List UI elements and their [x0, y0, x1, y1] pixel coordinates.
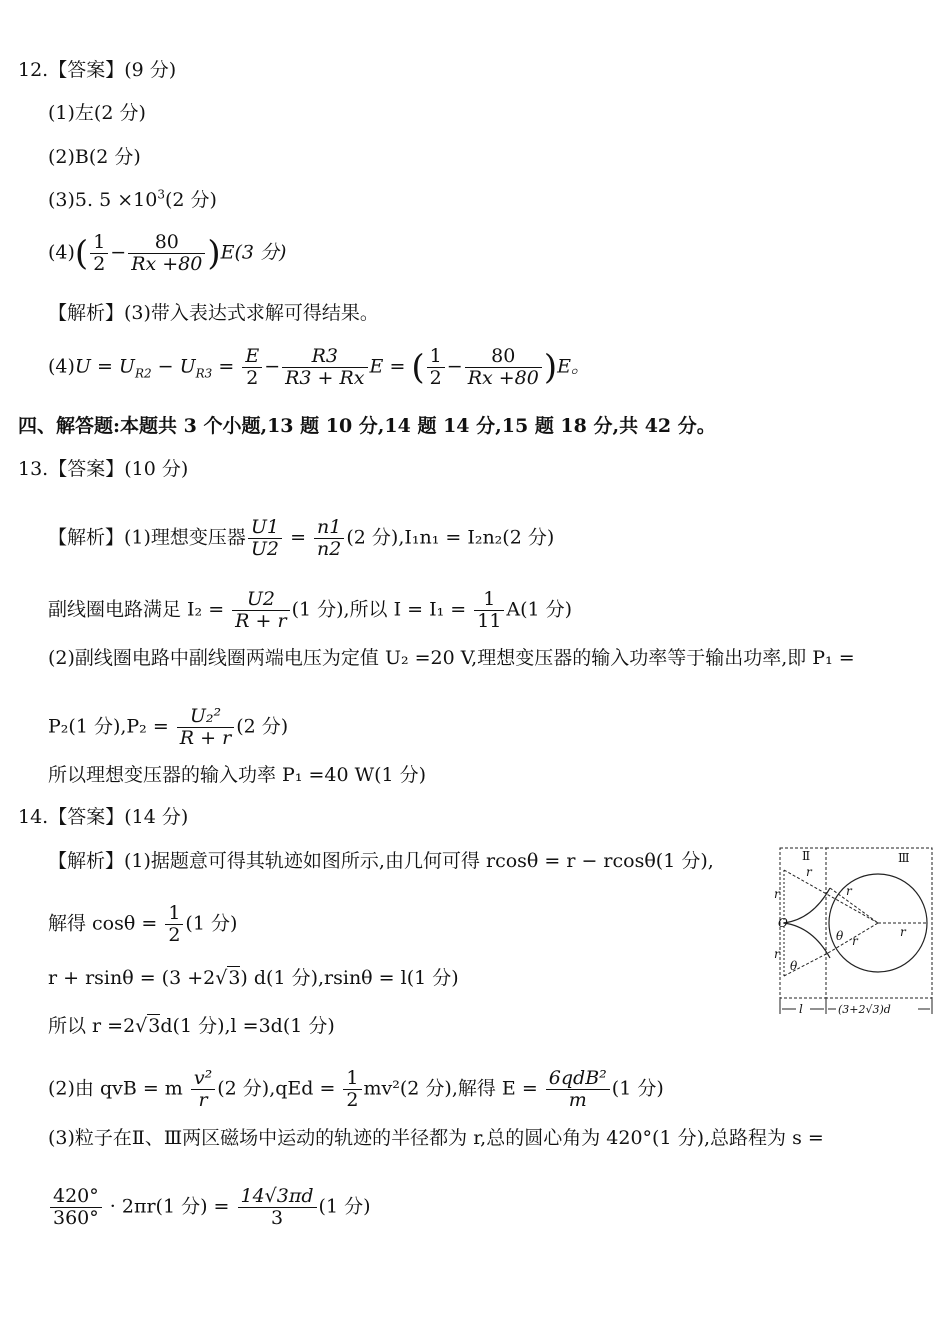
- r-label-1: r: [774, 887, 780, 901]
- q14-line-4: 所以 r =2√3d(1 分),l =3d(1 分): [48, 1015, 335, 1037]
- section-4-heading: 四、解答题:本题共 3 个小题,13 题 10 分,14 题 14 分,15 题 18 分,共 42 分。: [18, 415, 716, 437]
- q14-line-3: r + rsinθ = (3 +2√3) d(1 分),rsinθ = l(1 分): [48, 967, 459, 989]
- q14-line-5: (2)由 qvB = m $\frac{\text{v²}}{r}$ (2 分),qEd = $\frac{1}{2}$ mv²(2 分),解得 E = 6qdB² m (1 分): [48, 1067, 664, 1111]
- region-2-label: Ⅱ: [802, 849, 811, 863]
- q12-answer-1: (1)左(2 分): [48, 102, 146, 124]
- q12-answer-4: (4)( $\frac{1}{2}$ − $\frac{80}{Rx +80}$ )E(3 分): [48, 231, 287, 275]
- region-3-label: Ⅲ: [898, 851, 910, 865]
- q13-line-5: 所以理想变压器的输入功率 P₁ =40 W(1 分): [48, 764, 427, 786]
- q14-line-1: 【解析】(1)据题意可得其轨迹如图所示,由几何可得 rcosθ = r − rcosθ(1 分),: [48, 850, 714, 872]
- r-label-6: r: [774, 947, 780, 961]
- q14-line-6: (3)粒子在Ⅱ、Ⅲ两区磁场中运动的轨迹的半径都为 r,总的圆心角为 420°(1 分),总路程为 s =: [48, 1127, 824, 1149]
- q13-line-1: 【解析】(1)理想变压器 $\frac{U1}{U2}$ = $\frac{n1}{n2}$ (2 分),I₁n₁ = I₂n₂(2 分): [48, 516, 555, 560]
- q13-line-2: 副线圈电路满足 I₂ = $\frac{U2}{R + r}$ (1 分),所以 I = I₁ = $\frac{1}{11}$ A(1 分): [48, 588, 573, 632]
- q13-line-3: (2)副线圈电路中副线圈两端电压为定值 U₂ =20 V,理想变压器的输入功率等于输出功率,即 P₁ =: [48, 647, 855, 669]
- theta-label-1: θ: [836, 929, 844, 943]
- q12-answer-3: (3)5. $5 \times 10^3(2$ 分): [48, 187, 217, 211]
- r-label-3: r: [846, 884, 852, 898]
- lower-arc: [784, 923, 830, 958]
- q14-line-7: $\frac{420^\circ}{360^\circ}$ · 2πr(1 分) = $\frac{14√3\pi d}{3}$ (1 分): [48, 1186, 371, 1229]
- r-label-4: r: [900, 925, 906, 939]
- q12-analysis-4: $(4)U = U_{R2} - U_{R3}$ = $\frac{E}{2}$ − $\frac{R3}{R3 + Rx}$ E = ( $\frac{1}{2}$ − $\frac{80}{Rx +80}$ )E。: [48, 345, 590, 389]
- q12-heading: 12.【答案】(9 分): [18, 59, 177, 81]
- q14-heading: 14.【答案】(14 分): [18, 806, 189, 828]
- dim-l-label: l: [799, 1002, 803, 1016]
- q14-line-2: 解得 cosθ = $\frac{1}{2}$ (1 分): [48, 902, 238, 946]
- trajectory-figure: [774, 848, 936, 1020]
- r-label-2: r: [806, 865, 812, 879]
- q12-answer-2: (2)B(2 分): [48, 146, 141, 168]
- q13-line-4: P₂(1 分),P₂ = $\frac{\text{U₂²}}{R + r}$ (2 分): [48, 705, 289, 749]
- q13-heading: 13.【答案】(10 分): [18, 458, 189, 480]
- origin-label: O: [778, 916, 788, 930]
- r-label-5: r: [852, 934, 858, 948]
- dim-d-label: (3+2√3)d: [838, 1003, 891, 1016]
- q12-analysis-3: 【解析】(3)带入表达式求解可得结果。: [48, 302, 379, 324]
- upper-arc: [784, 888, 830, 923]
- theta-label-2: θ: [790, 959, 798, 973]
